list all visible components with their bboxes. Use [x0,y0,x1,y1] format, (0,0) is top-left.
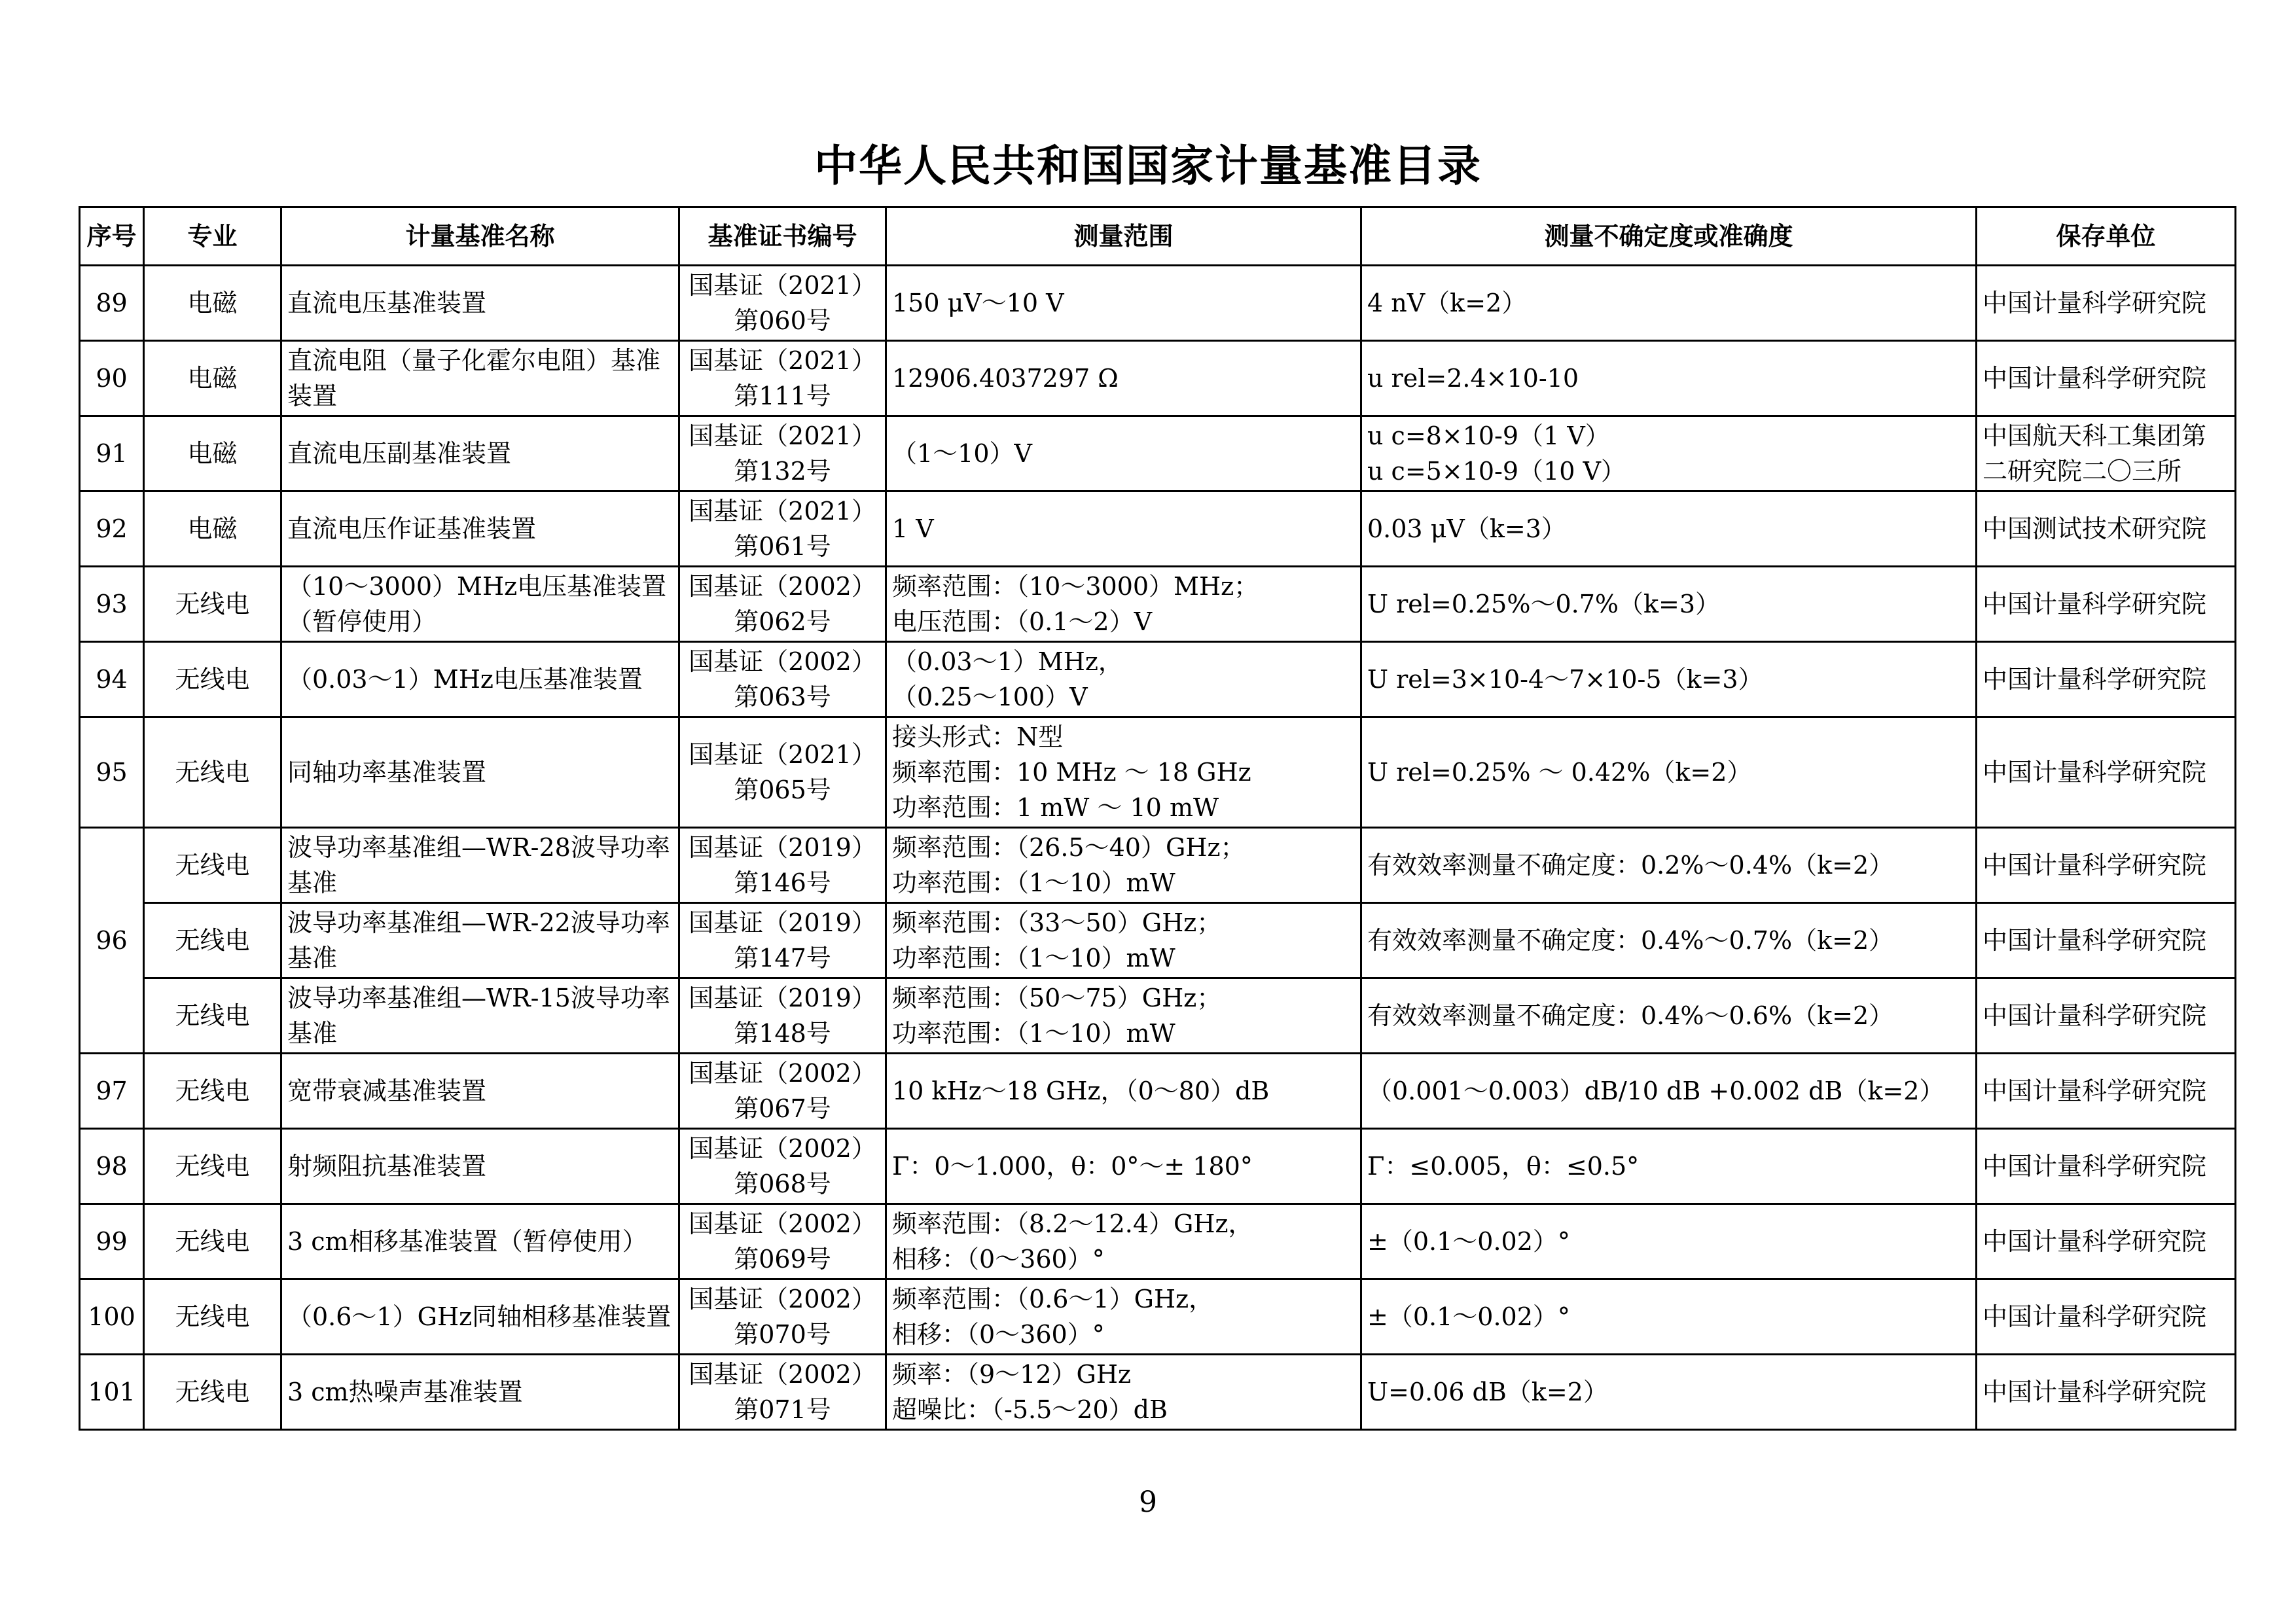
cell-range [886,1355,1361,1430]
range-line: 功率范围：（1～10）mW [892,868,1175,897]
header-cert: 基准证书编号 [679,207,886,266]
range-line: 10 kHz～18 GHz，（0～80）dB [892,1077,1270,1105]
cell-range [886,567,1361,642]
cell-range [886,1204,1361,1279]
cert-line: 国基证（2021） [689,271,876,300]
cell-uncertainty [1361,1355,1977,1430]
cell-field: 无线电 [144,1279,281,1355]
uncertainty-line: 4 nV（k=2） [1367,289,1527,317]
cell-unit: 中国计量科学研究院 [1977,717,2236,828]
table-row [80,828,2236,903]
cell-name: 3 cm热噪声基准装置 [281,1355,679,1430]
cell-unit: 中国计量科学研究院 [1977,1204,2236,1279]
table-row [80,491,2236,567]
uncertainty-line: u c=8×10-9（1 V） [1367,421,1610,450]
cert-number: 第132号 [734,457,831,486]
table-row [80,1204,2236,1279]
cert-line: 国基证（2021） [689,346,876,375]
cell-field: 无线电 [144,1129,281,1204]
cell-field: 电磁 [144,266,281,341]
cell-cert [679,341,886,416]
cert-line: 国基证（2002） [689,647,876,676]
cell-name: （0.6～1）GHz同轴相移基准装置 [281,1279,679,1355]
page-number: 9 [1139,1486,1157,1519]
uncertainty-line: 有效效率测量不确定度：0.4%～0.7%（k=2） [1367,926,1894,955]
header-name: 计量基准名称 [281,207,679,266]
range-line: 功率范围：（1～10）mW [892,1019,1175,1048]
header-uncertainty: 测量不确定度或准确度 [1361,207,1977,266]
cell-unit: 中国计量科学研究院 [1977,903,2236,978]
cert-number: 第147号 [734,944,831,972]
cell-cert [679,717,886,828]
cell-name: 波导功率基准组—WR-22波导功率基准 [281,903,679,978]
cell-uncertainty [1361,567,1977,642]
cert-number: 第067号 [734,1094,831,1123]
cell-range [886,828,1361,903]
table-row [80,1355,2236,1430]
cell-name: 直流电压作证基准装置 [281,491,679,567]
table-row [80,567,2236,642]
cert-number: 第071号 [734,1395,831,1424]
table-row [80,341,2236,416]
cell-unit: 中国测试技术研究院 [1977,491,2236,567]
cell-name: 宽带衰减基准装置 [281,1054,679,1129]
header-range: 测量范围 [886,207,1361,266]
cell-uncertainty [1361,1129,1977,1204]
cert-number: 第062号 [734,607,831,636]
cell-cert [679,642,886,717]
cell-name: 射频阻抗基准装置 [281,1129,679,1204]
cert-number: 第148号 [734,1019,831,1048]
cert-line: 国基证（2002） [689,1059,876,1088]
cert-number: 第111号 [734,382,831,410]
cell-uncertainty [1361,1054,1977,1129]
range-line: 相移：（0～360）° [892,1320,1105,1349]
cell-name: 波导功率基准组—WR-15波导功率基准 [281,978,679,1054]
cert-number: 第061号 [734,532,831,561]
uncertainty-line: u rel=2.4×10-10 [1367,364,1579,393]
cert-line: 国基证（2002） [689,572,876,601]
cell-unit: 中国计量科学研究院 [1977,567,2236,642]
page-title: 中华人民共和国国家计量基准目录 [814,141,1482,191]
range-line: 接头形式：N型 [892,722,1064,751]
cell-field: 无线电 [144,1355,281,1430]
cert-number: 第063号 [734,683,831,711]
header-unit: 保存单位 [1977,207,2236,266]
cell-seq: 98 [80,1129,144,1204]
cert-line: 国基证（2002） [689,1209,876,1238]
cell-cert [679,266,886,341]
cell-cert [679,903,886,978]
table-header-row [80,207,2236,266]
cell-unit: 中国计量科学研究院 [1977,978,2236,1054]
cell-uncertainty [1361,978,1977,1054]
cell-cert [679,1129,886,1204]
cell-uncertainty [1361,1279,1977,1355]
cell-seq: 96 [80,828,144,1054]
cell-range [886,341,1361,416]
cell-cert [679,1355,886,1430]
range-line: 频率范围：（50～75）GHz； [892,984,1222,1012]
table-row [80,642,2236,717]
cell-range [886,978,1361,1054]
cell-unit: 中国计量科学研究院 [1977,828,2236,903]
table-row [80,903,2236,978]
cell-uncertainty [1361,491,1977,567]
range-line: 频率范围：（0.6～1）GHz， [892,1285,1214,1313]
cell-uncertainty [1361,266,1977,341]
cell-field: 无线电 [144,642,281,717]
cell-cert [679,978,886,1054]
cell-uncertainty [1361,903,1977,978]
cell-field: 无线电 [144,903,281,978]
cert-line: 国基证（2002） [689,1134,876,1163]
uncertainty-line: U rel=3×10-4～7×10-5（k=3） [1367,665,1763,694]
cell-field: 无线电 [144,1204,281,1279]
table-row [80,1279,2236,1355]
cell-uncertainty [1361,642,1977,717]
cert-number: 第069号 [734,1245,831,1274]
cell-name: 直流电压副基准装置 [281,416,679,491]
range-line: 功率范围：1 mW ～ 10 mW [892,793,1219,822]
cell-range [886,642,1361,717]
cell-seq: 91 [80,416,144,491]
uncertainty-line: U rel=0.25%～0.7%（k=3） [1367,590,1721,618]
range-line: 电压范围：（0.1～2）V [892,607,1153,636]
cell-seq: 89 [80,266,144,341]
uncertainty-line: ±（0.1～0.02）° [1367,1227,1570,1256]
cell-seq: 99 [80,1204,144,1279]
table-row [80,1129,2236,1204]
cell-name: （0.03～1）MHz电压基准装置 [281,642,679,717]
range-line: 12906.4037297 Ω [892,364,1119,393]
cell-seq: 100 [80,1279,144,1355]
cell-uncertainty [1361,341,1977,416]
cell-field: 无线电 [144,1054,281,1129]
uncertainty-line: （0.001～0.003）dB/10 dB +0.002 dB（k=2） [1367,1077,1945,1105]
cell-unit: 中国计量科学研究院 [1977,1129,2236,1204]
cell-unit: 中国计量科学研究院 [1977,341,2236,416]
uncertainty-line: 有效效率测量不确定度：0.4%～0.6%（k=2） [1367,1001,1894,1030]
range-line: 功率范围：（1～10）mW [892,944,1175,972]
cell-cert [679,491,886,567]
range-line: 频率范围：10 MHz ～ 18 GHz [892,758,1251,787]
uncertainty-line: ±（0.1～0.02）° [1367,1302,1570,1331]
cert-line: 国基证（2002） [689,1360,876,1389]
cert-number: 第146号 [734,868,831,897]
cell-field: 电磁 [144,491,281,567]
uncertainty-line: u c=5×10-9（10 V） [1367,457,1626,486]
cell-cert [679,567,886,642]
range-line: （0.03～1）MHz， [892,647,1123,676]
cell-unit: 中国计量科学研究院 [1977,1279,2236,1355]
cell-seq: 94 [80,642,144,717]
cell-cert [679,1054,886,1129]
cert-line: 国基证（2019） [689,833,876,862]
cell-seq: 97 [80,1054,144,1129]
cell-unit: 中国计量科学研究院 [1977,266,2236,341]
table-row [80,717,2236,828]
cell-unit: 中国航天科工集团第二研究院二〇三所 [1977,416,2236,491]
cell-cert [679,1204,886,1279]
cell-seq: 90 [80,341,144,416]
cell-range [886,491,1361,567]
cert-line: 国基证（2021） [689,421,876,450]
cell-range [886,416,1361,491]
uncertainty-line: Γ：≤0.005，θ：≤0.5° [1367,1152,1640,1181]
cell-seq: 93 [80,567,144,642]
range-line: 频率范围：（26.5～40）GHz； [892,833,1246,862]
range-line: 1 V [892,514,934,543]
cell-name: 直流电阻（量子化霍尔电阻）基准装置 [281,341,679,416]
cell-seq: 95 [80,717,144,828]
cell-field: 无线电 [144,978,281,1054]
cell-seq: 92 [80,491,144,567]
uncertainty-line: U=0.06 dB（k=2） [1367,1378,1608,1406]
cert-number: 第065号 [734,776,831,804]
cell-field: 电磁 [144,341,281,416]
table-body [80,266,2236,1430]
cell-cert [679,1279,886,1355]
cell-seq: 101 [80,1355,144,1430]
range-line: （1～10）V [892,439,1032,468]
cell-field: 无线电 [144,828,281,903]
range-line: 150 μV～10 V [892,289,1064,317]
range-line: 超噪比：（-5.5～20）dB [892,1395,1168,1424]
header-seq: 序号 [80,207,144,266]
table-row [80,416,2236,491]
cell-unit: 中国计量科学研究院 [1977,1355,2236,1430]
cert-line: 国基证（2019） [689,908,876,937]
cell-range [886,1129,1361,1204]
cell-uncertainty [1361,416,1977,491]
cell-range [886,266,1361,341]
cell-cert [679,416,886,491]
cell-range [886,1054,1361,1129]
cell-uncertainty [1361,1204,1977,1279]
cert-line: 国基证（2019） [689,984,876,1012]
cert-number: 第068号 [734,1169,831,1198]
cell-range [886,903,1361,978]
cert-line: 国基证（2002） [689,1285,876,1313]
uncertainty-line: U rel=0.25% ～ 0.42%（k=2） [1367,758,1752,787]
uncertainty-line: 0.03 μV（k=3） [1367,514,1566,543]
range-line: 频率范围：（8.2～12.4）GHz， [892,1209,1253,1238]
cell-uncertainty [1361,828,1977,903]
cert-number: 第060号 [734,306,831,335]
cell-field: 无线电 [144,567,281,642]
range-line: Γ：0～1.000，θ：0°～± 180° [892,1152,1253,1181]
uncertainty-line: 有效效率测量不确定度：0.2%～0.4%（k=2） [1367,851,1894,880]
cert-line: 国基证（2021） [689,740,876,769]
cell-uncertainty [1361,717,1977,828]
cell-cert [679,828,886,903]
cell-range [886,717,1361,828]
cell-name: 同轴功率基准装置 [281,717,679,828]
range-line: （0.25～100）V [892,683,1088,711]
cell-name: （10～3000）MHz电压基准装置（暂停使用） [281,567,679,642]
cell-name: 直流电压基准装置 [281,266,679,341]
range-line: 相移：（0～360）° [892,1245,1105,1274]
cert-number: 第070号 [734,1320,831,1349]
range-line: 频率范围：（33～50）GHz； [892,908,1222,937]
cert-line: 国基证（2021） [689,497,876,526]
cell-name: 波导功率基准组—WR-28波导功率基准 [281,828,679,903]
standards-table [79,206,2236,1431]
table-row [80,978,2236,1054]
range-line: 频率范围：（10～3000）MHz； [892,572,1259,601]
cell-field: 电磁 [144,416,281,491]
cell-unit: 中国计量科学研究院 [1977,1054,2236,1129]
table-row [80,266,2236,341]
cell-field: 无线电 [144,717,281,828]
cell-range [886,1279,1361,1355]
cell-name: 3 cm相移基准装置（暂停使用） [281,1204,679,1279]
cell-unit: 中国计量科学研究院 [1977,642,2236,717]
header-field: 专业 [144,207,281,266]
table-row [80,1054,2236,1129]
range-line: 频率：（9～12）GHz [892,1360,1132,1389]
